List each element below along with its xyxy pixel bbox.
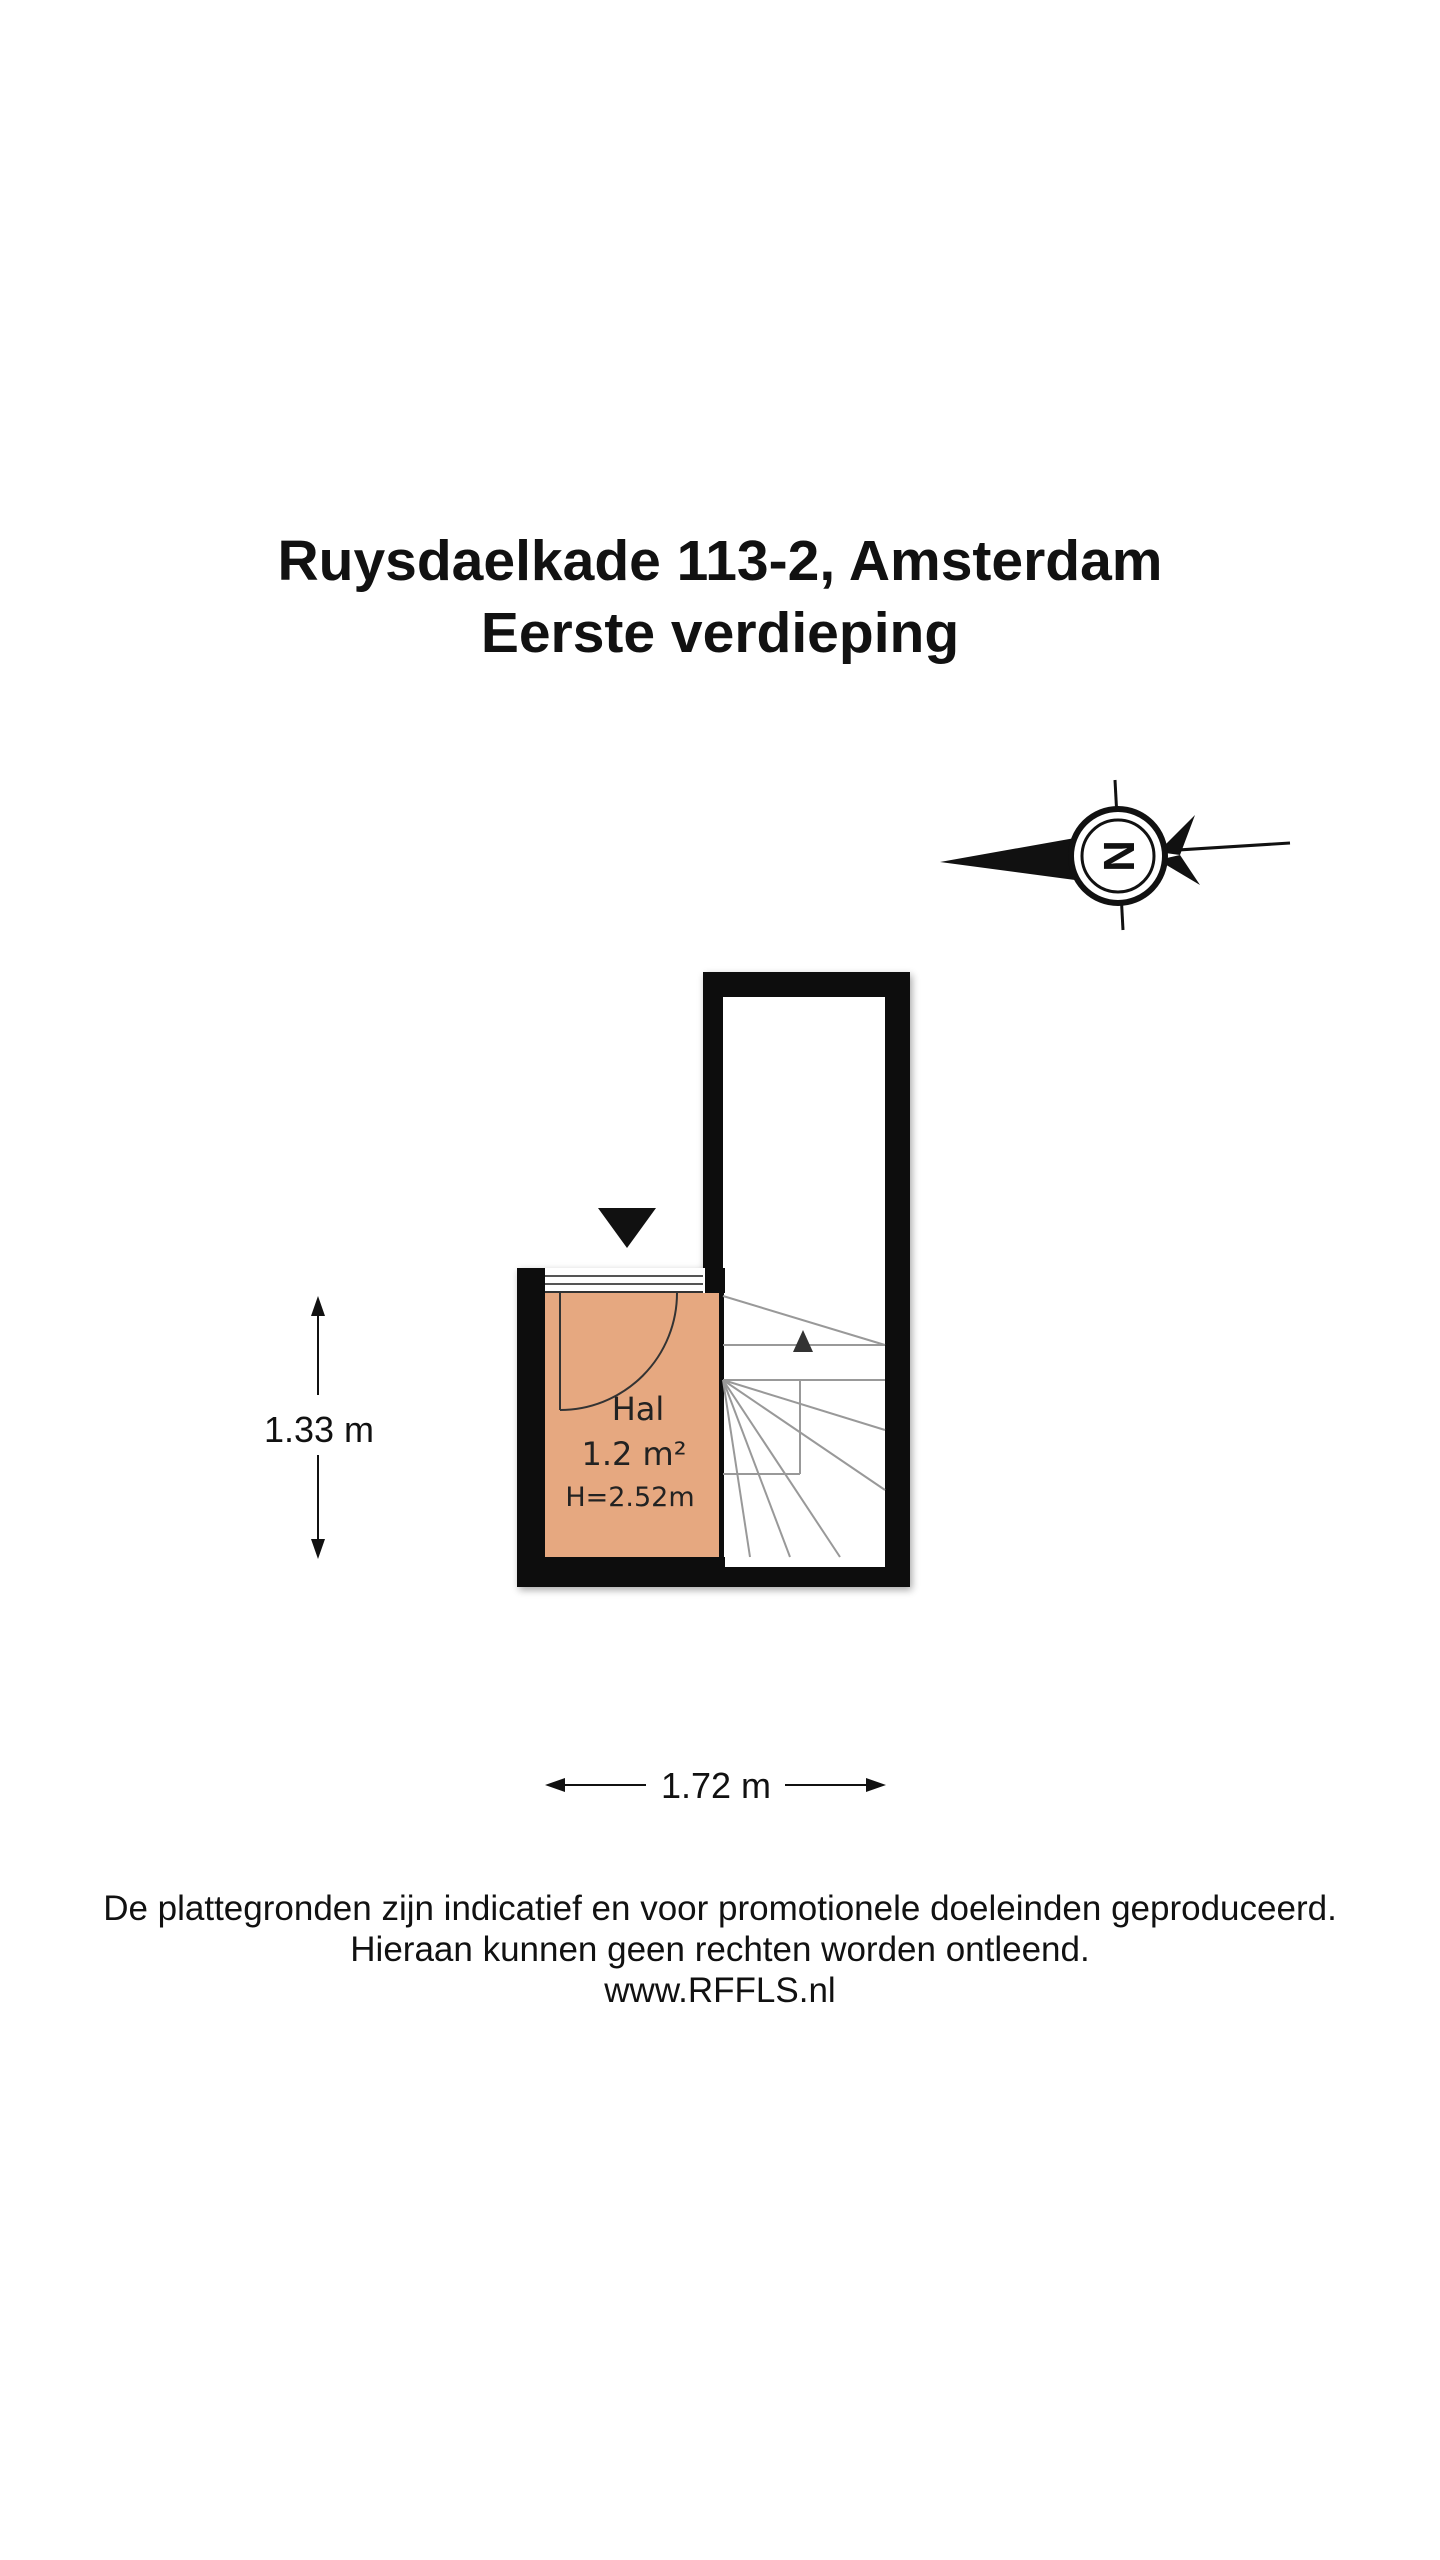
disclaimer — [0, 1888, 1440, 2011]
height-dimension — [264, 1296, 374, 1559]
floor-title: Eerste verdieping — [480, 601, 960, 665]
room-name: Hal — [611, 1390, 665, 1428]
website-link[interactable]: www.RFFLS.nl — [604, 1971, 836, 2010]
north-arrow-compass-icon — [940, 780, 1290, 930]
width-dimension-label: 1.72 m — [660, 1765, 772, 1806]
room-area: 1.2 m² — [581, 1435, 687, 1473]
width-dimension — [545, 1765, 886, 1806]
disclaimer-line-2: Hieraan kunnen geen rechten worden ontleend. — [350, 1930, 1090, 1969]
hall-stair-divider — [719, 1293, 724, 1557]
room-height: H=2.52m — [565, 1482, 695, 1513]
height-dimension-label: 1.33 m — [263, 1409, 375, 1450]
address-title: Ruysdaelkade 113-2, Amsterdam — [277, 529, 1163, 593]
disclaimer-line-1: De plattegronden zijn indicatief en voor promotionele doeleinden geproduceerd. — [103, 1889, 1337, 1928]
entrance-triangle-icon — [598, 1208, 656, 1248]
compass-label: N — [1095, 840, 1144, 872]
